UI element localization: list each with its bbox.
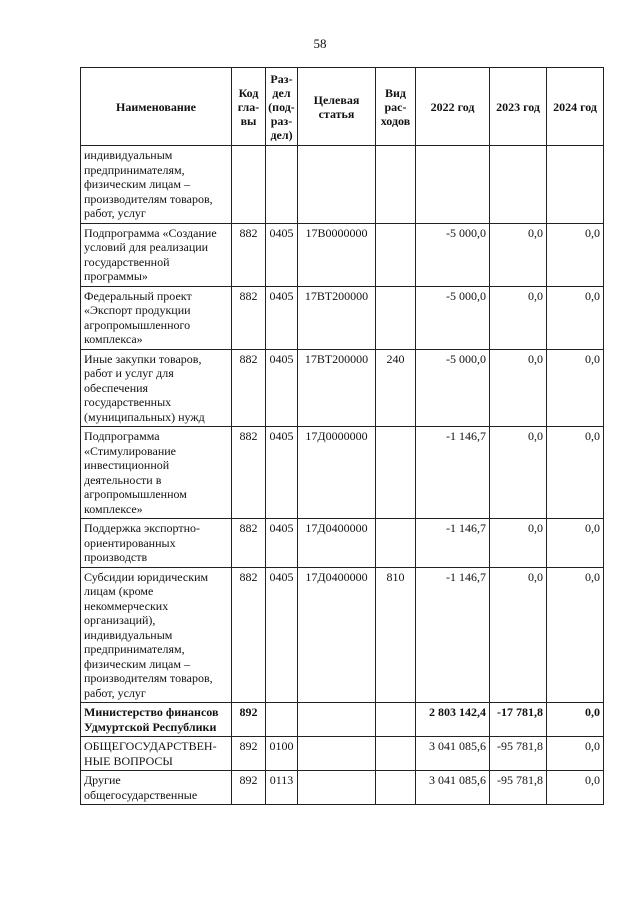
cell-type: 810 — [376, 567, 416, 703]
cell-chapter — [232, 146, 266, 224]
cell-2023: 0,0 — [490, 286, 547, 349]
cell-2024: 0,0 — [547, 427, 604, 519]
cell-2024: 0,0 — [547, 737, 604, 771]
header-2023: 2023 год — [490, 68, 547, 146]
cell-section: 0100 — [266, 737, 298, 771]
cell-2023 — [490, 146, 547, 224]
header-article: Целевая статья — [298, 68, 376, 146]
cell-2023: 0,0 — [490, 427, 547, 519]
cell-chapter: 882 — [232, 286, 266, 349]
cell-2024: 0,0 — [547, 519, 604, 568]
table-header-row — [81, 68, 604, 146]
cell-article — [298, 771, 376, 805]
cell-type — [376, 223, 416, 286]
cell-chapter: 882 — [232, 349, 266, 427]
cell-type — [376, 286, 416, 349]
header-2024: 2024 год — [547, 68, 604, 146]
cell-section: 0113 — [266, 771, 298, 805]
cell-2022: -1 146,7 — [416, 567, 490, 703]
cell-2022: 2 803 142,4 — [416, 703, 490, 737]
cell-2024: 0,0 — [547, 567, 604, 703]
table-row — [81, 223, 604, 286]
cell-name: Иные закупки товаров, работ и услуг для обеспечения государственных (муниципальных) нужд — [81, 349, 232, 427]
cell-article: 17Д0400000 — [298, 519, 376, 568]
cell-2024: 0,0 — [547, 223, 604, 286]
table-row — [81, 146, 604, 224]
cell-type — [376, 519, 416, 568]
cell-name: Субсидии юридическим лицам (кроме некоммерческих организаций), индивидуальным предпринимателям, физическим лицам – производителям товаров, работ, услуг — [81, 567, 232, 703]
cell-2024: 0,0 — [547, 286, 604, 349]
cell-2024 — [547, 146, 604, 224]
cell-type: 240 — [376, 349, 416, 427]
cell-section: 0405 — [266, 427, 298, 519]
cell-2023: 0,0 — [490, 349, 547, 427]
cell-2023: -95 781,8 — [490, 737, 547, 771]
cell-article: 17ВТ200000 — [298, 349, 376, 427]
cell-2022 — [416, 146, 490, 224]
cell-section — [266, 146, 298, 224]
cell-article: 17Д0400000 — [298, 567, 376, 703]
cell-2023: -95 781,8 — [490, 771, 547, 805]
cell-type — [376, 427, 416, 519]
cell-article — [298, 146, 376, 224]
table-row — [81, 519, 604, 568]
cell-2024: 0,0 — [547, 703, 604, 737]
table-row — [81, 737, 604, 771]
page-number: 58 — [313, 36, 327, 51]
cell-section: 0405 — [266, 286, 298, 349]
header-name: Наименование — [81, 68, 232, 146]
cell-name: Подпрограмма «Стимулирование инвестиционной деятельности в агропромышленном комплексе» — [81, 427, 232, 519]
cell-2023: 0,0 — [490, 567, 547, 703]
cell-chapter: 882 — [232, 427, 266, 519]
cell-name: индивидуальным предпринимателям, физическим лицам – производителям товаров, работ, услуг — [81, 146, 232, 224]
cell-2022: -5 000,0 — [416, 286, 490, 349]
cell-name: Федеральный проект «Экспорт продукции агропромышленного комплекса» — [81, 286, 232, 349]
cell-section — [266, 703, 298, 737]
cell-name: ОБЩЕГОСУДАРСТВЕН-НЫЕ ВОПРОСЫ — [81, 737, 232, 771]
header-chapter: Код гла-вы — [232, 68, 266, 146]
cell-2023: -17 781,8 — [490, 703, 547, 737]
cell-section: 0405 — [266, 567, 298, 703]
cell-2022: 3 041 085,6 — [416, 737, 490, 771]
cell-name: Подпрограмма «Создание условий для реализации государственной программы» — [81, 223, 232, 286]
cell-article — [298, 737, 376, 771]
table-row — [81, 349, 604, 427]
cell-2022: -1 146,7 — [416, 519, 490, 568]
cell-section: 0405 — [266, 223, 298, 286]
table-row — [81, 703, 604, 737]
cell-type — [376, 703, 416, 737]
cell-name: Другие общегосударственные — [81, 771, 232, 805]
table-row — [81, 567, 604, 703]
cell-type — [376, 146, 416, 224]
cell-2022: -1 146,7 — [416, 427, 490, 519]
cell-chapter: 892 — [232, 703, 266, 737]
cell-2022: -5 000,0 — [416, 349, 490, 427]
header-section: Раз-дел (под-раз-дел) — [266, 68, 298, 146]
cell-2022: 3 041 085,6 — [416, 771, 490, 805]
header-2022: 2022 год — [416, 68, 490, 146]
cell-article — [298, 703, 376, 737]
table-row — [81, 286, 604, 349]
cell-article: 17В0000000 — [298, 223, 376, 286]
cell-type — [376, 737, 416, 771]
cell-article: 17ВТ200000 — [298, 286, 376, 349]
table-row — [81, 427, 604, 519]
cell-chapter: 892 — [232, 737, 266, 771]
cell-2023: 0,0 — [490, 223, 547, 286]
cell-chapter: 882 — [232, 519, 266, 568]
budget-table — [80, 67, 604, 805]
cell-2022: -5 000,0 — [416, 223, 490, 286]
cell-2024: 0,0 — [547, 771, 604, 805]
header-type: Вид рас-ходов — [376, 68, 416, 146]
cell-name: Поддержка экспортно-ориентированных производств — [81, 519, 232, 568]
cell-type — [376, 771, 416, 805]
cell-section: 0405 — [266, 349, 298, 427]
cell-chapter: 892 — [232, 771, 266, 805]
cell-chapter: 882 — [232, 223, 266, 286]
cell-article: 17Д0000000 — [298, 427, 376, 519]
cell-section: 0405 — [266, 519, 298, 568]
cell-2023: 0,0 — [490, 519, 547, 568]
cell-chapter: 882 — [232, 567, 266, 703]
cell-name: Министерство финансов Удмуртской Республики — [81, 703, 232, 737]
table-row — [81, 771, 604, 805]
cell-2024: 0,0 — [547, 349, 604, 427]
